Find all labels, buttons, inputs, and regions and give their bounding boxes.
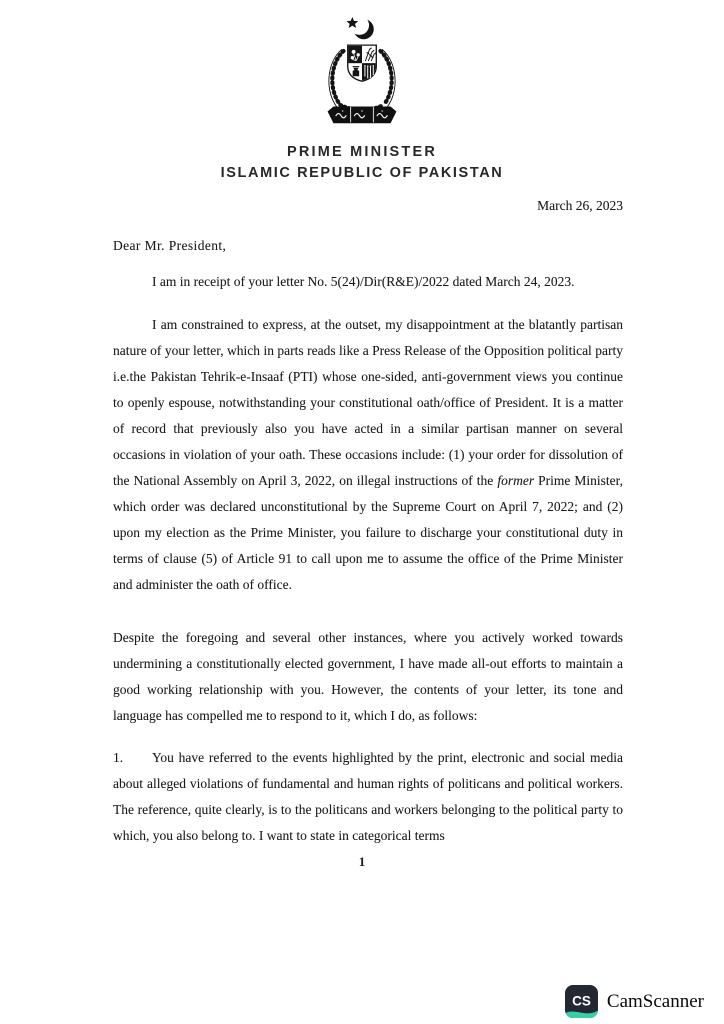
- paragraph-1: [113, 312, 623, 598]
- paragraph-1-text: I am constrained to express, at the outset, my disappointment at the blatantly partisan nature of your letter, which in parts reads like a Press Release of the Opposition political party i.e.the Pakistan Tehrik-e-Insaaf (PTI) whose one-sided, anti-government views you continue to openly espouse, notwithstanding your constitutional oath/office of President. It is a matter of record that previously also you have acted in a similar partisan manner on several occasions in violation of your oath. These occasions include: (1) your order for dissolution of the National Assembly on April 3, 2022, on illegal instructions of the: [113, 317, 623, 488]
- receipt-line: I am in receipt of your letter No. 5(24)/Dir(R&E)/2022 dated March 24, 2023.: [152, 274, 575, 289]
- page-number: 1: [358, 854, 366, 869]
- pakistan-state-emblem-icon: [320, 14, 404, 130]
- letter-date: March 26, 2023: [537, 198, 623, 213]
- camscanner-label: CamScanner: [606, 990, 704, 1012]
- item-number: 1.: [113, 750, 124, 765]
- paragraph-1-text-cont: Prime Minister, which order was declared unconstitutional by the Supreme Court on April 7, 2022; and (2) upon my election as the Prime Minister, you failure to discharge your constitutional duty in terms of clause (5) of Article 91 to call upon me to assume the office of the Prime Minister and administer the oath of office.: [113, 473, 623, 592]
- letterhead-title: PRIME MINISTER: [286, 144, 438, 160]
- paragraph-1-italic: former: [497, 473, 535, 488]
- camscanner-badge-text: CS: [572, 993, 591, 1009]
- letter-body: [113, 193, 623, 849]
- paragraph-2: Despite the foregoing and several other instances, where you actively worked towards undermining a constitutionally elected government, I have made all-out efforts to maintain a good working relationship with you. However, the contents of your letter, its tone and language has compelled me to respond to it, which I do, as follows:: [113, 630, 623, 723]
- letterhead-subtitle: ISLAMIC REPUBLIC OF PAKISTAN: [220, 165, 504, 181]
- salutation: Dear Mr. President,: [113, 238, 227, 253]
- camscanner-badge-icon: [565, 985, 598, 1018]
- camscanner-watermark: [565, 985, 704, 1018]
- item-text: You have referred to the events highlighted by the print, electronic and social media about alleged violations of fundamental and human rights of politicans and political workers. The reference, quite clearly, is to the politicans and workers belonging to the political party to which, you also belong to. I want to state in categorical terms: [113, 750, 623, 843]
- numbered-item-1: [113, 745, 623, 849]
- letterhead: [0, 14, 724, 181]
